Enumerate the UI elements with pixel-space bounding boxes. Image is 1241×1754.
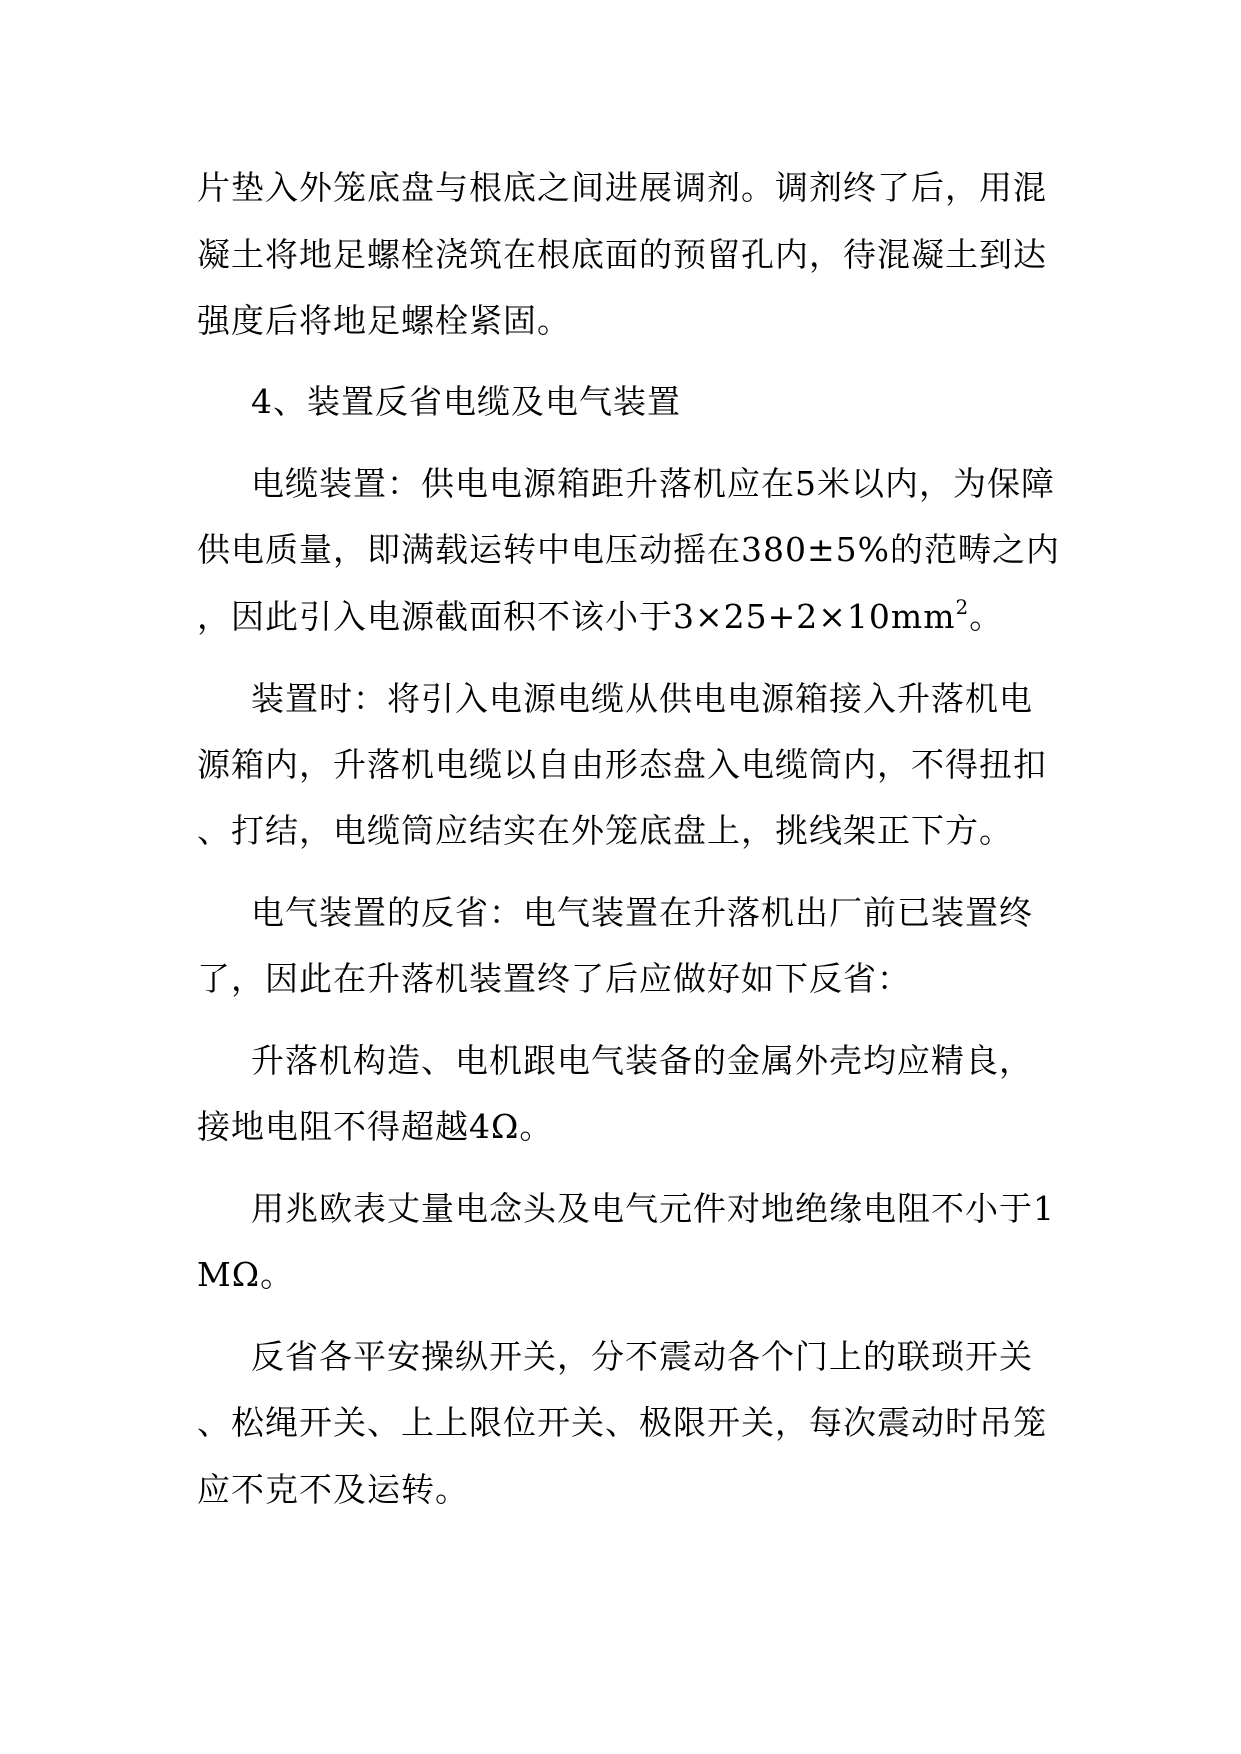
text-line-with-superscript — [197, 597, 1003, 637]
text-line: 装置时：将引入电源电缆从供电电源箱接入升落机电 — [251, 679, 1033, 718]
text-line: 接地电阻不得超越4Ω。 — [197, 1107, 554, 1146]
text-line: 供电质量，即满载运转中电压动摇在380±5%的范畴之内 — [197, 530, 1060, 569]
text-line: 、松绳开关、上上限位开关、极限开关，每次震动时吊笼 — [197, 1403, 1047, 1442]
text-line: 、打结，电缆筒应结实在外笼底盘上，挑线架正下方。 — [197, 811, 1013, 850]
section-heading: 4、装置反省电缆及电气装置 — [251, 382, 681, 421]
text-line: MΩ。 — [197, 1255, 295, 1294]
superscript: 2 — [955, 595, 970, 619]
text-line: 电缆装置：供电电源箱距升落机应在5米以内，为保障 — [251, 464, 1055, 503]
text-line: 源箱内，升落机电缆以自由形态盘入电缆筒内，不得扭扣 — [197, 745, 1047, 784]
text-line: 升落机构造、电机跟电气装备的金属外壳均应精良， — [251, 1041, 1033, 1080]
text-line: 凝土将地足螺栓浇筑在根底面的预留孔内，待混凝土到达 — [197, 235, 1047, 274]
text-line: 片垫入外笼底盘与根底之间进展调剂。调剂终了后，用混 — [197, 168, 1047, 207]
text-line: 用兆欧表丈量电念头及电气元件对地绝缘电阻不小于1 — [251, 1189, 1055, 1228]
text-line: 强度后将地足螺栓紧固。 — [197, 301, 571, 340]
text-segment: ，因此引入电源截面积不该小于3×25+2×10mm — [197, 597, 956, 636]
text-line: 电气装置的反省：电气装置在升落机出厂前已装置终 — [251, 893, 1033, 932]
text-line: 反省各平安操纵开关，分不震动各个门上的联琐开关 — [251, 1337, 1033, 1376]
text-line: 应不克不及运转。 — [197, 1470, 469, 1509]
text-segment: 。 — [969, 597, 1004, 636]
text-line: 了，因此在升落机装置终了后应做好如下反省： — [197, 959, 911, 998]
